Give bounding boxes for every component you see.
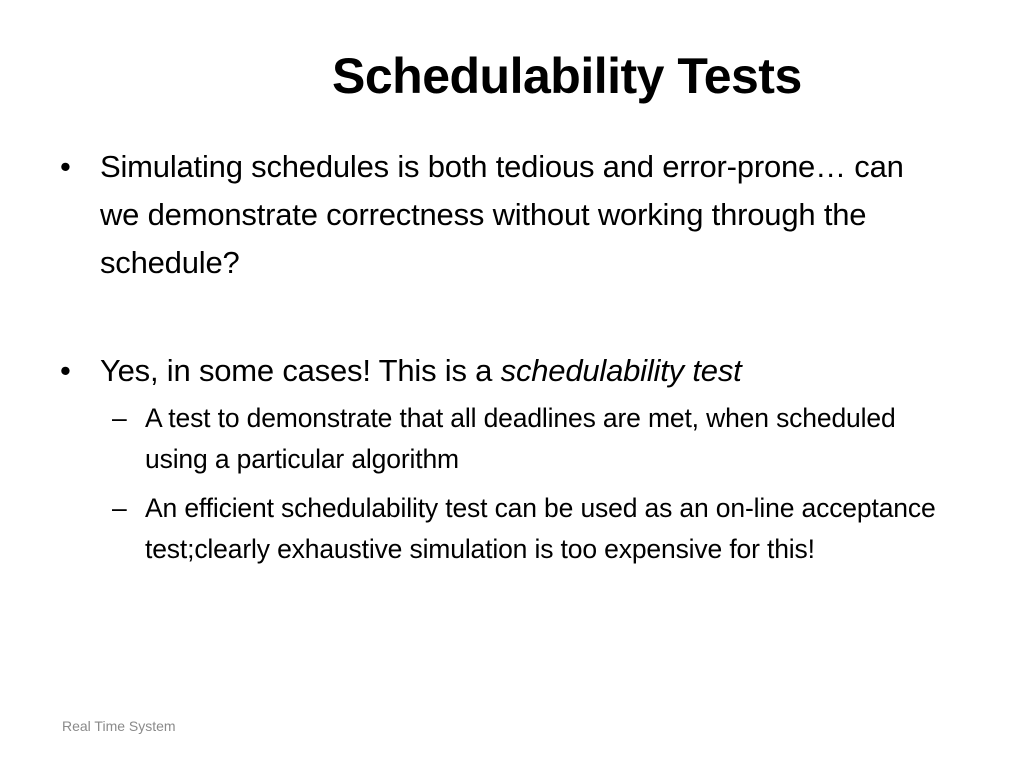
sub-bullet-text: An efficient schedulability test can be used as an on-line acceptance test;clearly exhaustive simulation is too expensive for this! xyxy=(145,493,936,564)
sub-bullet-list xyxy=(60,398,940,570)
bullet-icon: • xyxy=(60,149,71,184)
bullet-item xyxy=(60,143,940,287)
slide-footer: Real Time System xyxy=(62,718,176,734)
sub-bullet-text: A test to demonstrate that all deadlines are met, when scheduled using a particular algorithm xyxy=(145,403,896,474)
sub-bullet-item xyxy=(60,398,940,480)
bullet-icon: • xyxy=(60,353,71,388)
sub-bullet-item xyxy=(60,488,940,570)
dash-icon: – xyxy=(112,493,127,523)
bullet-text-prefix: Yes, in some cases! This is a xyxy=(100,353,501,388)
bullet-item xyxy=(60,347,940,395)
slide-title: Schedulability Tests xyxy=(332,48,802,104)
bullet-emphasis: schedulability test xyxy=(500,353,742,388)
bullet-text: Simulating schedules is both tedious and error-prone… can we demonstrate correctness without working through the schedule? xyxy=(100,149,904,280)
dash-icon: – xyxy=(112,403,127,433)
slide-content xyxy=(60,143,940,570)
